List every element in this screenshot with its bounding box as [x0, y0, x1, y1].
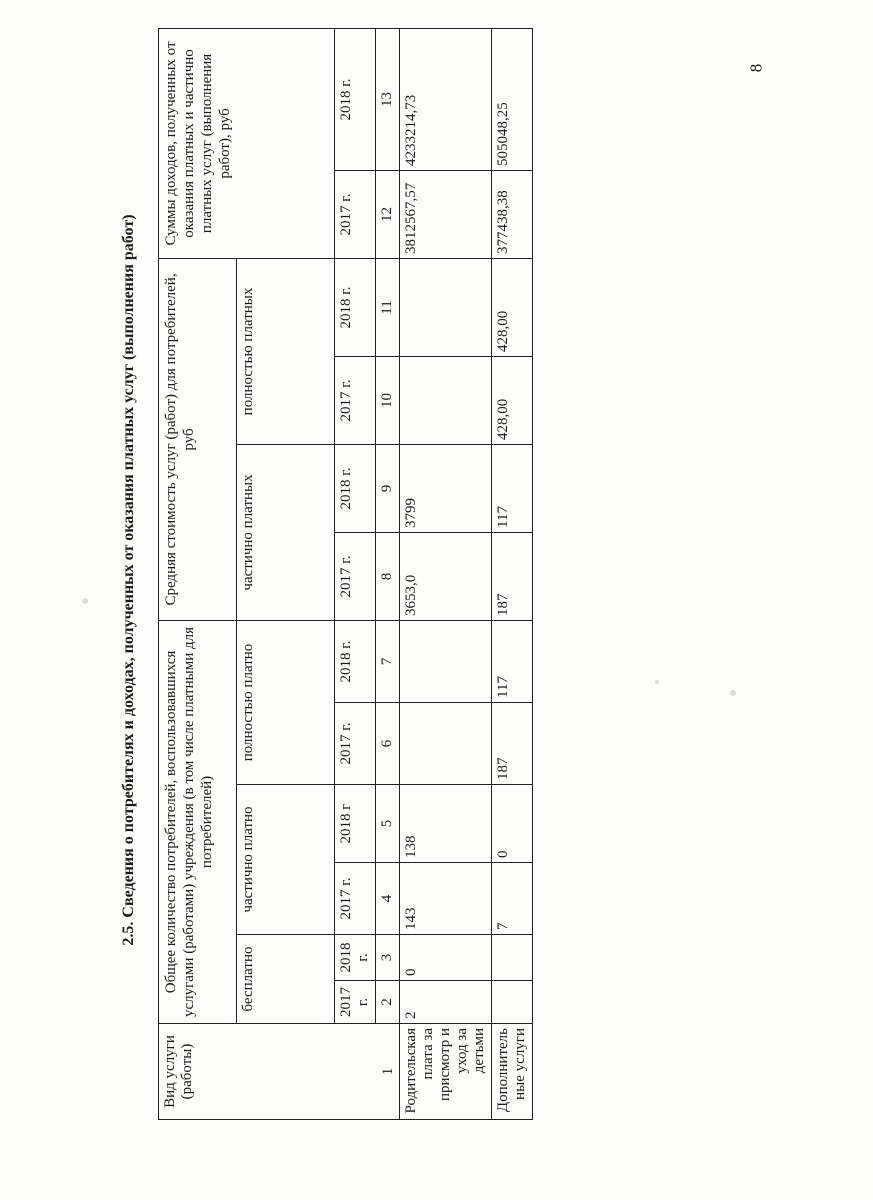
table-row — [400, 28, 492, 1119]
cell-avg-full-2018 — [400, 258, 492, 356]
header-year: 2018 г. — [335, 444, 376, 532]
cell-avg-partial-2018: 117 — [492, 444, 533, 532]
cell-partial-2017: 7 — [492, 863, 533, 935]
cell-partial-2018: 0 — [492, 785, 533, 863]
header-year: 2017 г. — [335, 863, 376, 935]
page-number: 8 — [746, 63, 766, 73]
row-service-name: Дополнительные услуги — [492, 1024, 533, 1120]
header-avg-full: полностью платных — [237, 258, 335, 444]
paid-services-table — [158, 28, 533, 1120]
scan-speck — [82, 598, 88, 604]
cell-full-2018 — [400, 620, 492, 702]
column-number: 6 — [376, 703, 400, 785]
cell-income-2018: 505048,25 — [492, 28, 533, 170]
cell-free-2018 — [492, 935, 533, 981]
column-number: 3 — [376, 935, 400, 981]
column-number: 4 — [376, 863, 400, 935]
header-year: 2017 г. — [335, 356, 376, 444]
column-number: 8 — [376, 532, 400, 620]
rotated-document — [118, 30, 873, 1130]
column-number: 7 — [376, 620, 400, 702]
header-consumers-total: Общее количество потребителей, воспользовавшихся услугами (работами) учреждения (в том числе платными для потребителей) — [159, 620, 237, 1023]
header-avg-partial: частично платных — [237, 444, 335, 620]
cell-income-2018: 4233214,73 — [400, 28, 492, 170]
header-year: 2018 г. — [335, 28, 376, 170]
section-title: 2.5. Сведения о потребителях и доходах, полученных от оказания платных услуг (выполнения работ) — [120, 214, 137, 946]
cell-avg-partial-2018: 3799 — [400, 444, 492, 532]
cell-avg-full-2017 — [400, 356, 492, 444]
header-year: 2018 г — [335, 785, 376, 863]
cell-full-2018: 117 — [492, 620, 533, 702]
column-number: 2 — [376, 981, 400, 1024]
cell-income-2017: 3812567,57 — [400, 170, 492, 258]
column-number: 11 — [376, 258, 400, 356]
column-number: 5 — [376, 785, 400, 863]
column-number: 1 — [380, 1067, 396, 1076]
header-year: 2018 г. — [335, 620, 376, 702]
column-number: 9 — [376, 444, 400, 532]
cell-income-2017: 377438,38 — [492, 170, 533, 258]
row-service-name: Родительская плата за присмотр и уход за детьми — [400, 1024, 492, 1120]
header-year: 2017 г. — [335, 170, 376, 258]
header-year: 2018 г. — [335, 258, 376, 356]
cell-partial-2018: 138 — [400, 785, 492, 863]
cell-free-2018: 0 — [400, 935, 492, 981]
header-year: 2018 г. — [335, 935, 376, 981]
header-avg-cost: Средняя стоимость услуг (работ) для потребителей, руб — [159, 258, 237, 620]
header-free: бесплатно — [237, 935, 335, 1024]
header-income: Суммы доходов, полученных от оказания платных и частично платных услуг (выполнения работ), руб — [159, 28, 335, 258]
column-number: 12 — [376, 170, 400, 258]
header-partial-paid: частично платно — [237, 785, 335, 935]
table-row — [492, 28, 533, 1119]
header-year: 2017 г. — [335, 532, 376, 620]
cell-avg-partial-2017: 187 — [492, 532, 533, 620]
cell-avg-full-2018: 428,00 — [492, 258, 533, 356]
cell-free-2017 — [492, 981, 533, 1024]
cell-avg-partial-2017: 3653,0 — [400, 532, 492, 620]
header-year: 2017 г. — [335, 981, 376, 1024]
cell-full-2017 — [400, 703, 492, 785]
column-number: 10 — [376, 356, 400, 444]
cell-partial-2017: 143 — [400, 863, 492, 935]
header-full-paid: полностью платно — [237, 620, 335, 784]
header-service-type: Вид услуги (работы) 1 — [159, 1024, 400, 1120]
cell-avg-full-2017: 428,00 — [492, 356, 533, 444]
cell-free-2017: 2 — [400, 981, 492, 1024]
cell-full-2017: 187 — [492, 703, 533, 785]
column-number: 13 — [376, 28, 400, 170]
header-year: 2017 г. — [335, 703, 376, 785]
